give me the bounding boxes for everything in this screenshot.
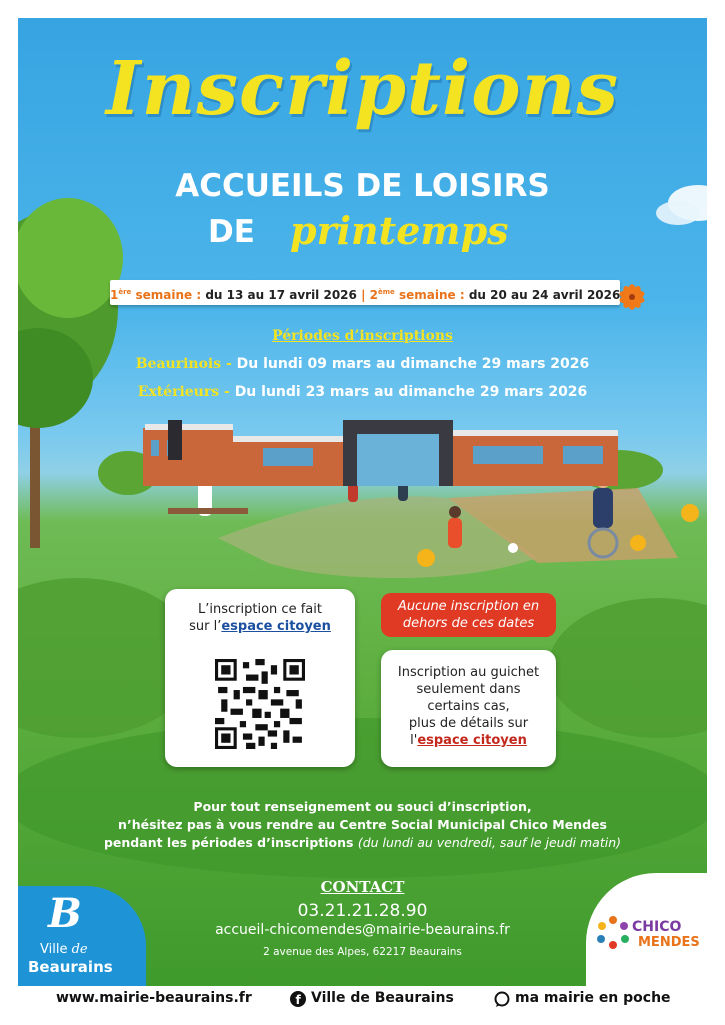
guichet-espace-citoyen-link[interactable]: espace citoyen: [417, 733, 527, 748]
people-circle-icon: [596, 915, 630, 949]
week1-label: semaine :: [135, 288, 202, 302]
contact-address: 2 avenue des Alpes, 62217 Beaurains: [263, 946, 462, 958]
footer-bar: [0, 986, 725, 1025]
info-line1: Pour tout renseignement ou souci d’inscription,: [193, 799, 532, 814]
period-beaurinois: [18, 356, 707, 372]
warning-line1: Aucune inscription en: [397, 599, 540, 614]
flower-icon: [614, 280, 650, 314]
guichet-line5-prefix: l': [410, 733, 418, 748]
guichet-line2: seulement dans: [416, 682, 521, 697]
info-line3-main: pendant les périodes d’inscriptions: [103, 835, 354, 850]
chico-line2: MENDES: [638, 935, 700, 950]
guichet-line1: Inscription au guichet: [397, 665, 540, 680]
week1-dates: du 13 au 17 avril 2026: [205, 288, 357, 302]
espace-citoyen-link[interactable]: espace citoyen: [221, 619, 331, 634]
logo-line1: [40, 942, 88, 957]
footer-facebook[interactable]: Ville de Beaurains: [311, 990, 454, 1006]
subtitle-line2-prefix: DE: [208, 214, 255, 250]
chat-icon[interactable]: [494, 991, 510, 1007]
facebook-icon[interactable]: [290, 991, 306, 1007]
subtitle-line2-script: printemps: [290, 208, 509, 253]
week1-num: 1: [110, 288, 119, 302]
periods-title: Périodes d’inscriptions: [272, 328, 453, 344]
week1-sup: ère: [118, 288, 132, 296]
logo-ville: Ville: [40, 942, 68, 957]
period-beaurinois-dates: Du lundi 09 mars au dimanche 29 mars 2026: [236, 356, 590, 372]
contact-phone[interactable]: 03.21.21.28.90: [297, 901, 428, 921]
chico-line1: CHICO: [632, 919, 682, 935]
guichet-line3: certains cas,: [427, 699, 510, 714]
info-line3-italic: (du lundi au vendredi, sauf le jeudi matin): [357, 835, 621, 850]
guichet-line5: [381, 732, 556, 749]
qr-card: [165, 589, 355, 767]
subtitle-line1: ACCUEILS DE LOISIRS: [175, 168, 550, 204]
warning-line2: dehors de ces dates: [402, 616, 535, 631]
period-exterieurs-label: Extérieurs -: [137, 384, 230, 400]
week2-sup: ème: [378, 288, 395, 296]
contact-email[interactable]: accueil-chicomendes@mairie-beaurains.fr: [215, 922, 510, 938]
footer-website[interactable]: www.mairie-beaurains.fr: [56, 990, 252, 1006]
qr-card-line2-prefix: sur l’: [189, 619, 222, 634]
qr-code[interactable]: [200, 659, 320, 749]
info-line2: n’hésitez pas à vous rendre au Centre Social Municipal Chico Mendes: [118, 817, 607, 832]
qr-card-line1: L’inscription ce fait: [198, 602, 322, 617]
period-exterieurs-dates: Du lundi 23 mars au dimanche 29 mars 2026: [234, 384, 588, 400]
guichet-line4: plus de détails sur: [408, 716, 529, 731]
building-illustration: [143, 420, 618, 490]
week2-num: 2: [369, 288, 378, 302]
week2-label: semaine :: [398, 288, 465, 302]
warning-box: [381, 593, 556, 637]
logo-b-letter: B: [48, 890, 82, 937]
poster-title: Inscriptions: [105, 46, 620, 132]
weeks-separator: |: [361, 288, 366, 302]
footer-app[interactable]: ma mairie en poche: [515, 990, 671, 1006]
info-text: [48, 798, 677, 852]
period-beaurinois-label: Beaurinois -: [135, 356, 232, 372]
weeks-banner: [110, 280, 620, 305]
week2-dates: du 20 au 24 avril 2026: [468, 288, 621, 302]
logo-de: de: [71, 942, 88, 957]
info-line3: [48, 834, 677, 852]
guichet-card: [381, 650, 556, 767]
poster: [18, 18, 707, 986]
period-exterieurs: [18, 384, 707, 400]
svg-text:f: f: [295, 993, 301, 1007]
contact-title: CONTACT: [320, 878, 405, 896]
logo-beaurains: Beaurains: [28, 958, 113, 976]
qr-card-line2: [165, 618, 355, 635]
